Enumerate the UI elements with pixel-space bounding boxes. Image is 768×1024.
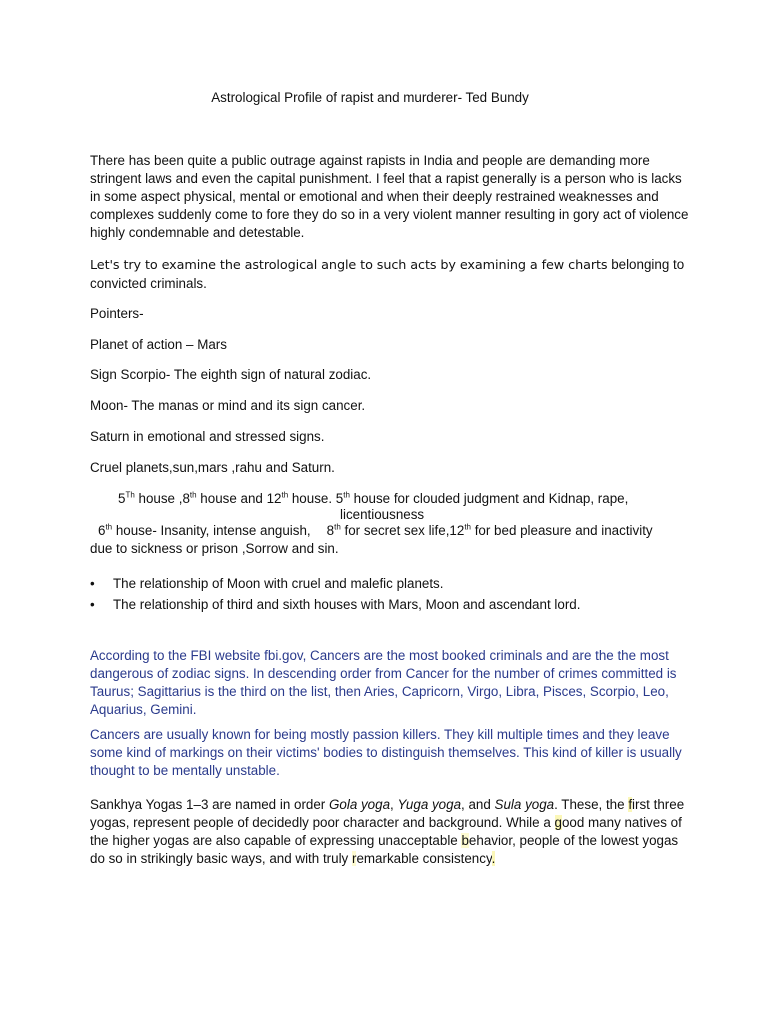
bullet-icon: •: [90, 597, 95, 612]
houses-sup: th: [105, 522, 113, 532]
list-item-text: The relationship of third and sixth houses with Mars, Moon and ascendant lord.: [113, 597, 581, 612]
gola-yoga-term: Gola yoga: [328, 797, 391, 812]
highlight-mark: g: [554, 815, 562, 830]
houses-num: 6: [98, 523, 106, 538]
highlight-mark: r: [351, 851, 357, 866]
bullet-icon: •: [90, 576, 95, 591]
sankhya-text: ehavior, people of the lowest yogas do so in strikingly basic ways, and with truly: [90, 833, 679, 866]
houses-text: house and 12: [196, 491, 282, 506]
pointer-planet-action: Planet of action – Mars: [90, 337, 227, 352]
pointers-heading: Pointers-: [90, 306, 144, 321]
sula-yoga-term: Sula yoga: [494, 797, 555, 812]
sankhya-text: Sankhya Yogas 1–3 are named in order: [90, 797, 329, 812]
houses-sup: th: [189, 490, 197, 500]
list-item-text: The relationship of Moon with cruel and malefic planets.: [113, 576, 444, 591]
houses-line-3: due to sickness or prison ,Sorrow and sin.: [90, 541, 339, 556]
sankhya-text: emarkable consistency: [356, 851, 492, 866]
houses-sup: th: [343, 490, 350, 500]
list-item: [90, 575, 690, 593]
houses-text: house for clouded judgment and Kidnap, rape,: [349, 491, 629, 506]
houses-num: 8: [326, 523, 335, 538]
houses-sup: th: [334, 522, 341, 532]
examine-paragraph: [90, 256, 690, 293]
list-item: [90, 596, 690, 614]
relationship-list: [90, 575, 690, 617]
highlight-mark: b: [461, 833, 469, 848]
sankhya-text: . These, the: [554, 797, 629, 812]
examine-text-a: Let's try to examine the astrological angle to such acts by examining a few charts: [90, 258, 608, 273]
sankhya-text: , and: [461, 797, 495, 812]
pointer-sign-scorpio: Sign Scorpio- The eighth sign of natural zodiac.: [90, 367, 372, 382]
sankhya-paragraph: [90, 796, 690, 868]
houses-text: house- Insanity, intense anguish,: [112, 523, 311, 538]
fbi-paragraph: According to the FBI website fbi.gov, Cancers are the most booked criminals and are the the most dangerous of zodiac signs. In descending order from Cancer for the number of crimes committed is Taurus; Sagittarius is the third on the list, then Aries, Capricorn, Virgo, Libra, Pisces, Scorpio, Leo, Aquarius, Gemini.: [90, 648, 677, 717]
houses-sup: th: [464, 522, 471, 532]
houses-text: house ,: [134, 491, 183, 506]
examine-text-b: belonging to convicted criminals.: [90, 257, 685, 291]
highlight-mark: f: [628, 797, 633, 812]
houses-licentiousness: licentiousness: [340, 507, 425, 522]
houses-sup: Th: [125, 490, 135, 500]
document-title: Astrological Profile of rapist and murderer- Ted Bundy: [211, 90, 529, 105]
yuga-yoga-term: Yuga yoga: [397, 797, 462, 812]
houses-line-2: [98, 522, 698, 540]
sankhya-text: irst three yogas, represent people of decidedly poor character and background. While a: [90, 797, 685, 830]
sankhya-text: ood many natives of the higher yogas are also capable of expressing unacceptable: [90, 815, 682, 848]
intro-paragraph: There has been quite a public outrage against rapists in India and people are demanding more stringent laws and even the capital punishment. I feel that a rapist generally is a person who is lacks in some aspect physical, mental or emotional and when their deeply restrained weaknesses and complexes suddenly come to fore they do so in a very violent manner resulting in gory act of violence highly condemnable and detestable.: [90, 153, 689, 240]
pointer-cruel-planets: Cruel planets,sun,mars ,rahu and Saturn.: [90, 460, 335, 475]
houses-num: 8: [182, 491, 190, 506]
houses-text: for bed pleasure and inactivity: [470, 523, 653, 538]
highlight-mark: .: [491, 851, 496, 866]
houses-text: house. 5: [288, 491, 344, 506]
pointer-moon: Moon- The manas or mind and its sign cancer.: [90, 398, 366, 413]
houses-text: for secret sex life,12: [340, 523, 465, 538]
houses-num: 5: [118, 491, 126, 506]
cancers-paragraph: Cancers are usually known for being mostly passion killers. They kill multiple times and they leave some kind of markings on their victims' bodies to distinguish themselves. This kind of killer is usually thought to be mentally unstable.: [90, 727, 682, 778]
houses-sup: th: [281, 490, 289, 500]
pointer-saturn: Saturn in emotional and stressed signs.: [90, 429, 325, 444]
sankhya-text: ,: [390, 797, 398, 812]
